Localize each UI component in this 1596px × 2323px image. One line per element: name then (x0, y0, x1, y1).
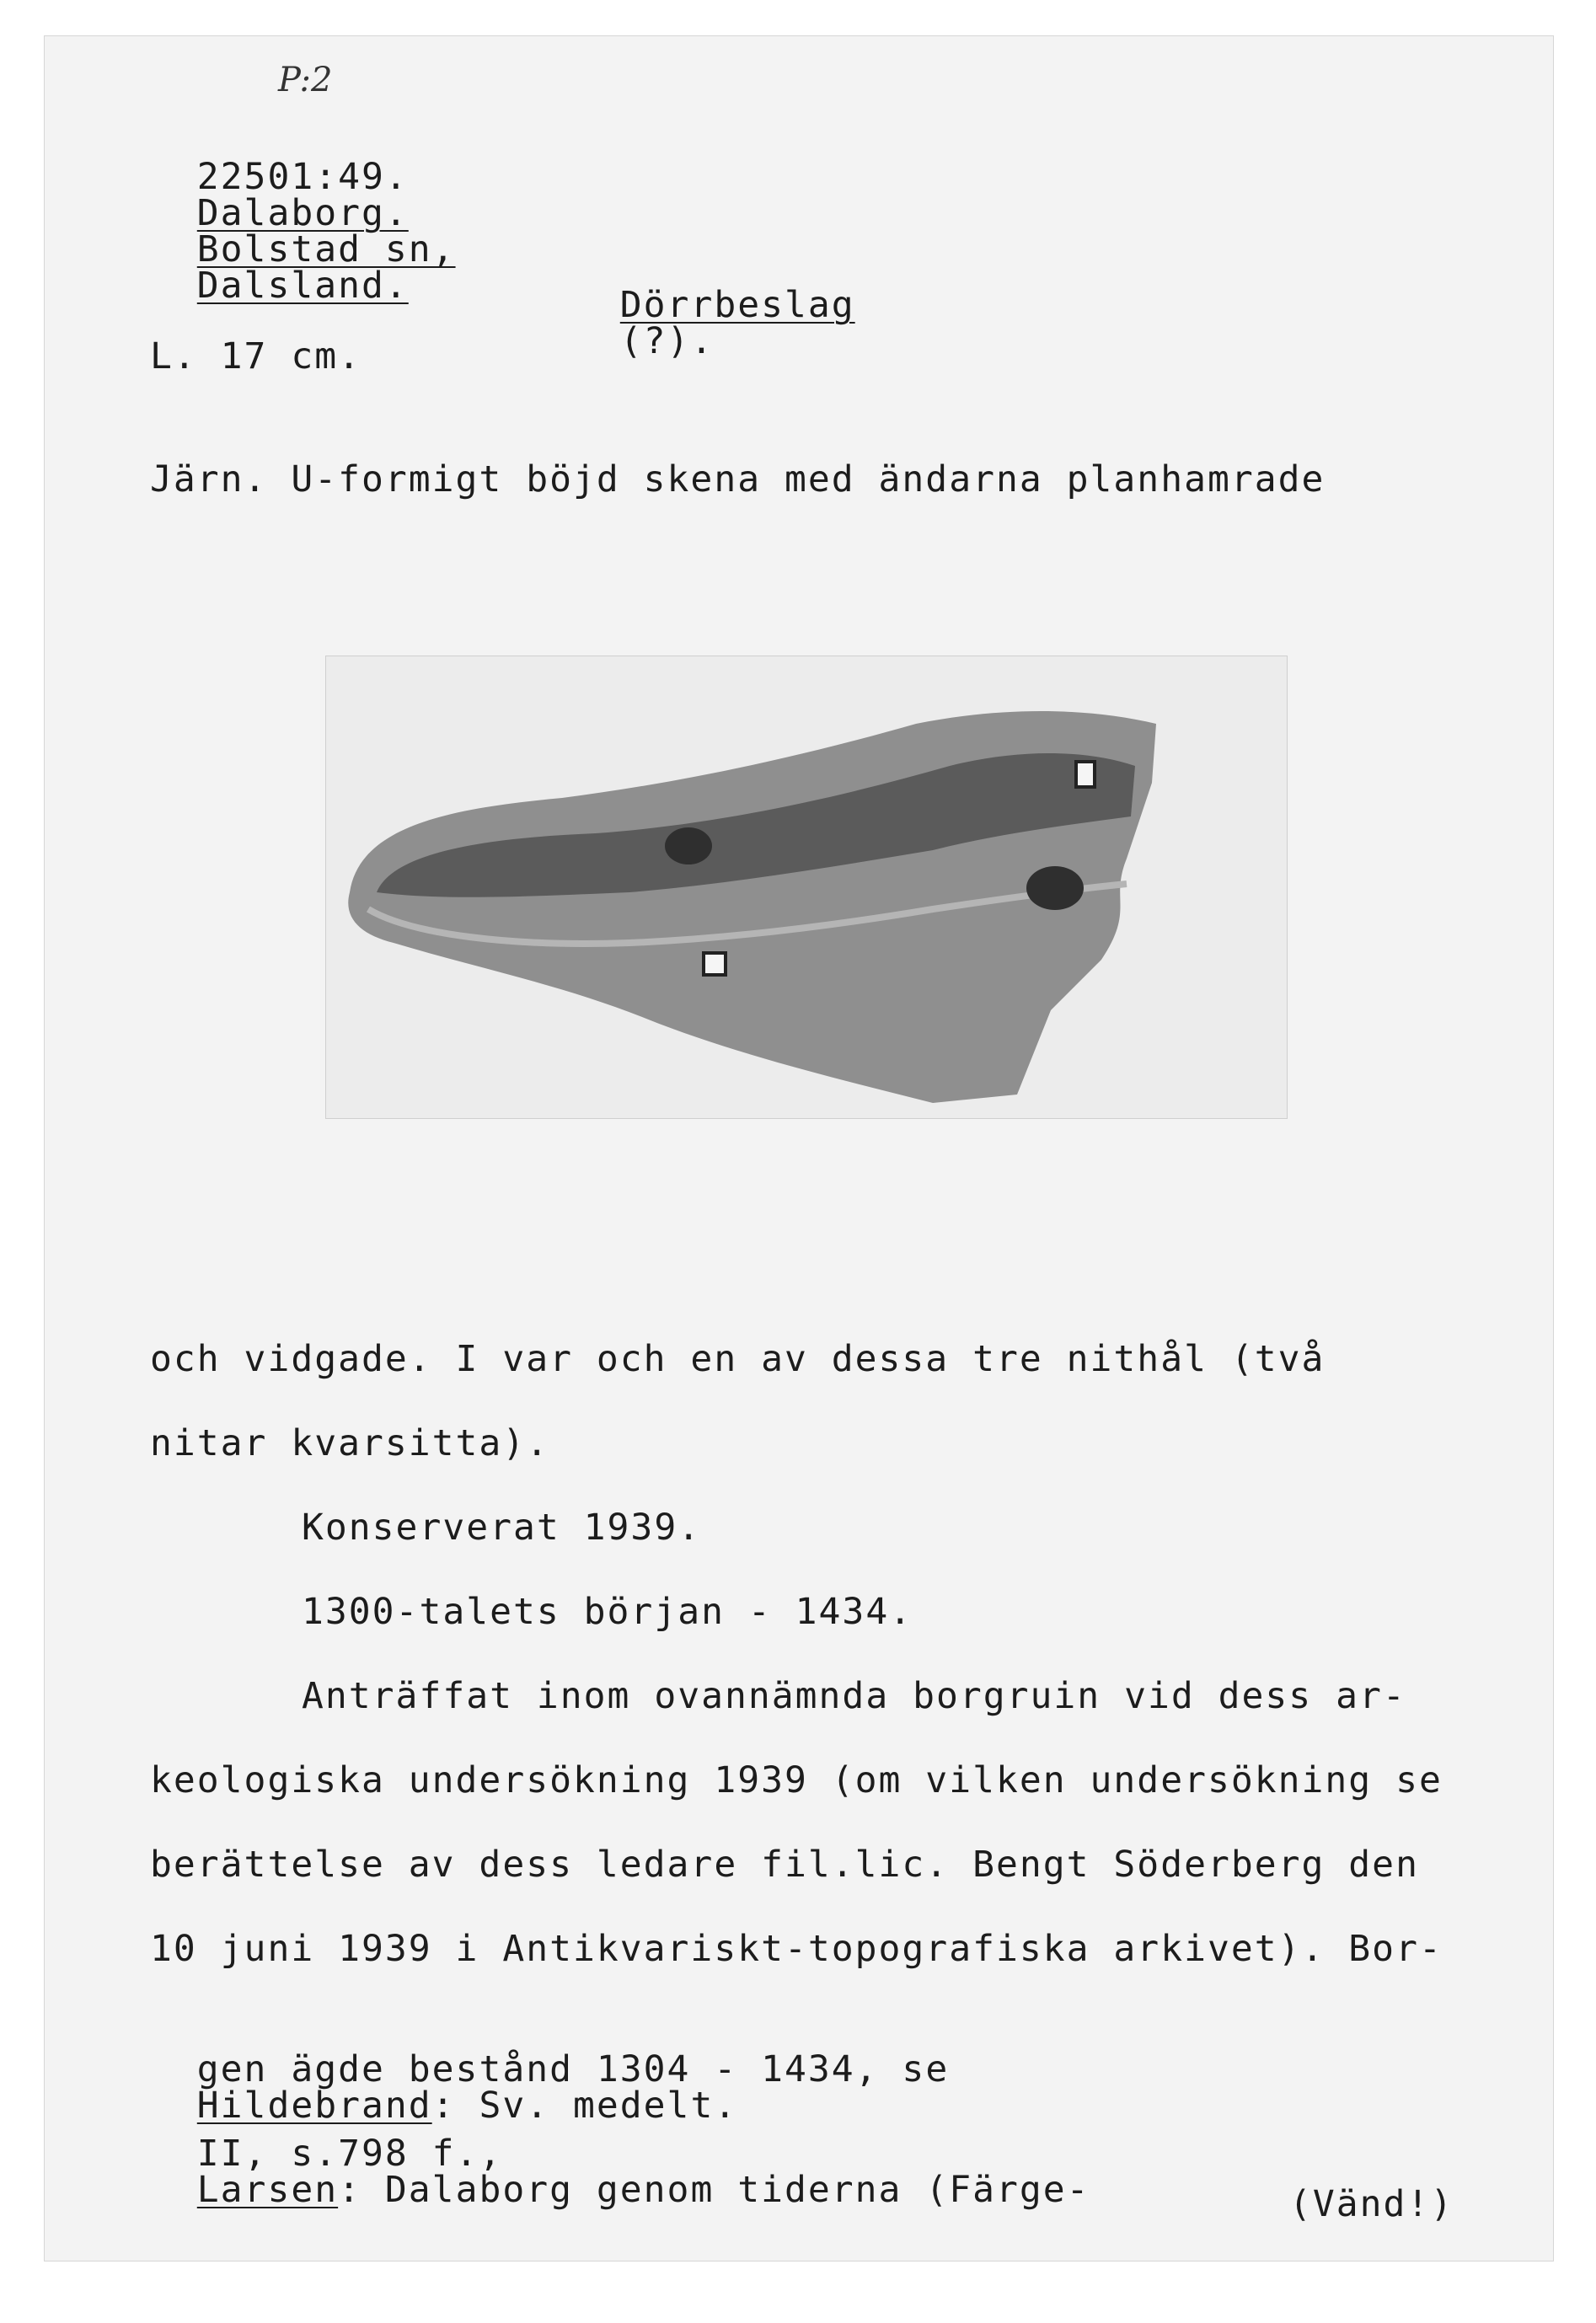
object-title-suffix: (?). (619, 320, 715, 362)
body-line-10 (150, 2100, 1090, 2211)
province-name: Dalsland. (196, 265, 409, 307)
body-line-2: nitar kvarsitta). (150, 1422, 550, 1464)
body-line-9-suffix: : Sv. medelt. (431, 2085, 738, 2127)
body-line-3: Konserverat 1939. (302, 1507, 702, 1549)
catalog-number: 22501:49. (196, 156, 409, 198)
body-line-6: keologiska undersökning 1939 (om vilken undersökning se (150, 1759, 1443, 1801)
place-name: Dalaborg. (196, 192, 409, 234)
header-line (150, 123, 456, 307)
turn-over-note: (Vänd!) (1289, 2183, 1454, 2225)
object-title: Dörrbeslag (619, 284, 855, 326)
handwritten-note: P:2 (278, 61, 333, 99)
reference-hildebrand: Hildebrand (196, 2085, 432, 2127)
body-line-4: 1300-talets början - 1434. (302, 1591, 913, 1633)
body-line-5: Anträffat inom ovannämnda borgruin vid dess ar- (302, 1675, 1406, 1717)
body-line-10-suffix: : Dalaborg genom tiderna (Färge- (338, 2169, 1090, 2211)
body-line-10-text: II, s.798 f., (196, 2133, 503, 2175)
object-length: L. 17 cm. (150, 335, 362, 377)
object-title-line (573, 251, 855, 360)
body-line-1: och vidgade. I var och en av dessa tre nithål (två (150, 1338, 1326, 1380)
reference-larsen: Larsen (196, 2169, 339, 2211)
description-line-1: Järn. U-formigt böjd skena med ändarna planhamrade (150, 458, 1326, 500)
object-photograph (325, 656, 1288, 1119)
body-line-8: 10 juni 1939 i Antikvariskt-topografiska arkivet). Bor- (150, 1928, 1443, 1970)
door-fitting-image (326, 656, 1287, 1118)
parish-name: Bolstad sn, (196, 228, 456, 270)
body-line-7: berättelse av dess ledare fil.lic. Bengt Söderberg den (150, 1844, 1419, 1886)
body-line-9-text: gen ägde bestånd 1304 - 1434, se (196, 2048, 950, 2090)
